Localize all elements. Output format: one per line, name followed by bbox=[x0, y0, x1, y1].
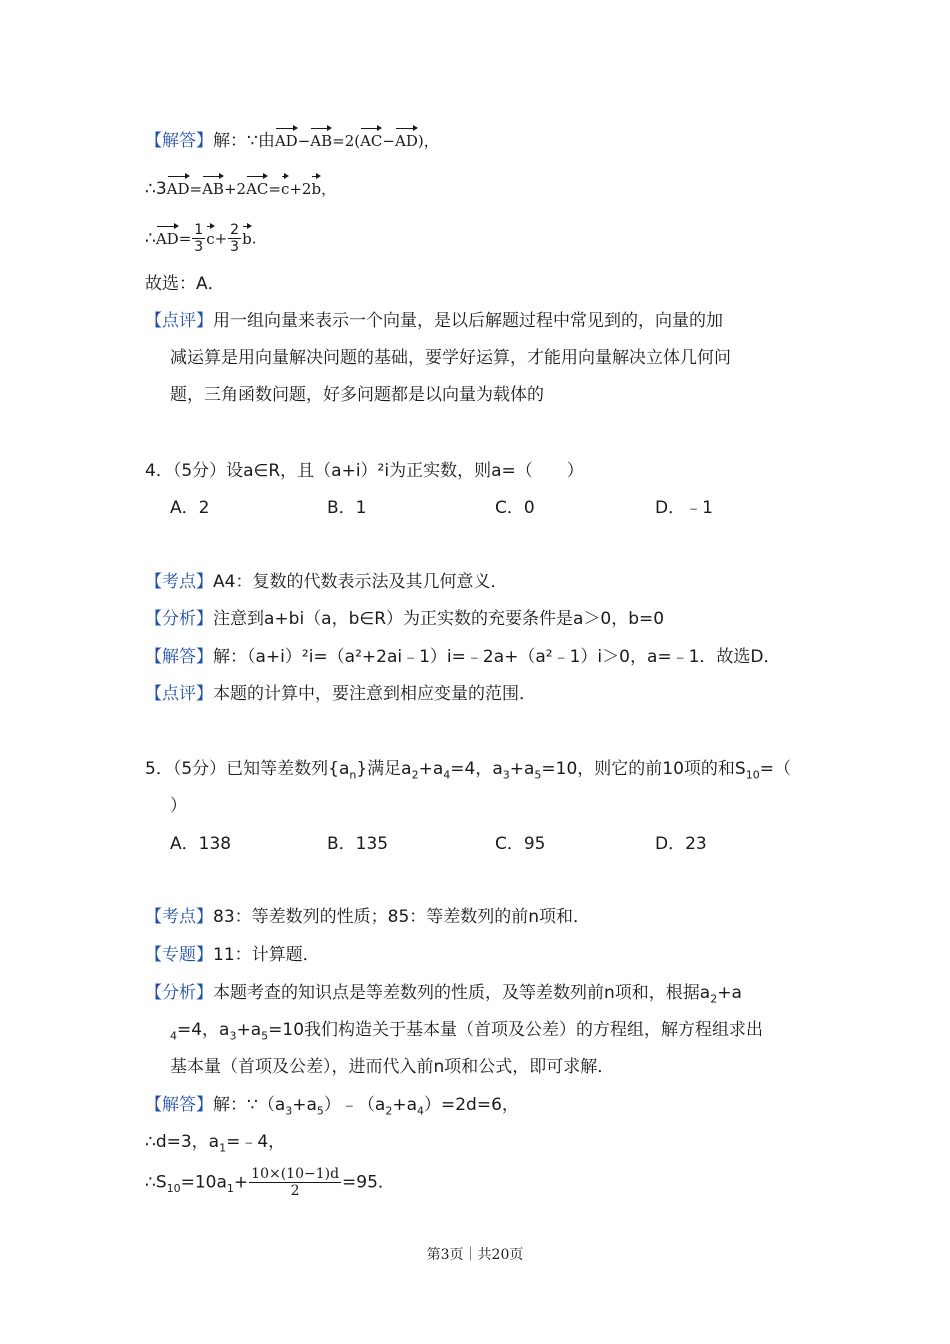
q5-option-b: B．135 bbox=[327, 834, 389, 854]
q4-stem: 4．（5分）设a∈R，且（a+i）²i为正实数，则a=（ ） bbox=[145, 461, 584, 481]
q3-line-3: ∴AD= $\frac{1}{3}$ c+ $\frac{2}{3}$ b. bbox=[145, 222, 257, 255]
fenxi-tag: 【分析】 bbox=[145, 609, 213, 629]
kaodian-tag: 【考点】 bbox=[145, 907, 213, 927]
page-footer: 第3页｜共20页 bbox=[426, 1247, 524, 1263]
vector-ad: AD bbox=[394, 132, 418, 150]
q3-comment-line-1: 【点评】用一组向量来表示一个向量，是以后解题过程中常见到的，向量的加 bbox=[145, 311, 723, 331]
q5-option-c: C．95 bbox=[495, 834, 546, 854]
q4-option-d: D．﹣1 bbox=[655, 498, 713, 518]
jieda-tag: 【解答】 bbox=[145, 1095, 213, 1115]
dianping-tag: 【点评】 bbox=[145, 684, 213, 704]
vector-c: c bbox=[206, 229, 215, 248]
q3-comment-line-2: 减运算是用向量解决问题的基础，要学好运算，才能用向量解决立体几何问 bbox=[170, 348, 731, 368]
vector-ad: AD bbox=[274, 132, 298, 150]
vector-ad: AD bbox=[166, 180, 190, 198]
q4-kaodian: 【考点】A4：复数的代数表示法及其几何意义． bbox=[145, 572, 508, 592]
fraction-sum-formula: $\frac{10\times(10-1)d}{2}$ bbox=[251, 1166, 340, 1199]
q5-kaodian: 【考点】83：等差数列的性质；85：等差数列的前n项和． bbox=[145, 907, 591, 927]
q3-choose: 故选：A． bbox=[145, 274, 225, 294]
vector-ac: AC bbox=[360, 132, 383, 150]
fenxi-tag: 【分析】 bbox=[145, 983, 213, 1003]
q3-line-2: ∴3AD=AB+2AC=c+2b， bbox=[145, 179, 337, 199]
q5-jieda: 【解答】解：$\because(a_3+a_5)﹣(a_2+a_4)=2d=6$， bbox=[145, 1095, 519, 1118]
q4-option-a: A．2 bbox=[170, 498, 210, 518]
kaodian-tag: 【考点】 bbox=[145, 572, 213, 592]
jieda-tag: 【解答】 bbox=[145, 647, 213, 667]
q5-line-2: ∴d=3，$a_1=﹣4$， bbox=[145, 1132, 286, 1155]
answer-tag: 【解答】 bbox=[145, 131, 213, 151]
vector-ad: AD bbox=[155, 229, 179, 248]
q4-option-b: B．1 bbox=[327, 498, 367, 518]
q5-stem-end: ） bbox=[170, 796, 187, 816]
q5-zhuanti: 【专题】11：计算题． bbox=[145, 945, 320, 965]
q3-answer-line: 【解答】解：∵由AD−AB=2(AC−AD)， bbox=[145, 131, 439, 151]
fraction-one-third: $\frac{1}{3}$ bbox=[194, 222, 204, 255]
vector-c: c bbox=[280, 180, 290, 198]
vector-ac: AC bbox=[246, 180, 269, 198]
q4-fenxi: 【分析】注意到a+bi（a，b∈R）为正实数的充要条件是a＞0，b=0 bbox=[145, 609, 665, 629]
q5-stem: 5．（5分）已知等差数列$\{a_n\}$满足$a_2+a_4=4$，$a_3+a_5=10$，则它的前10项的和$S_{10}=$（ bbox=[145, 759, 791, 782]
zhuanti-tag: 【专题】 bbox=[145, 945, 213, 965]
q4-jieda: 【解答】解：（a+i）²i=（a²+2ai﹣1）i=﹣2a+（a²﹣1）i＞0，a=﹣1．故选D． bbox=[145, 647, 781, 667]
q5-fenxi-line-2: $_4$=4，$a_3+a_5=10$我们构造关于基本量（首项及公差）的方程组，解方程组求出 bbox=[170, 1020, 764, 1043]
vector-b: b bbox=[311, 180, 322, 198]
q4-option-c: C．0 bbox=[495, 498, 535, 518]
q5-option-a: A．138 bbox=[170, 834, 232, 854]
q5-option-d: D．23 bbox=[655, 834, 707, 854]
vector-ab: AB bbox=[310, 132, 333, 150]
comment-tag: 【点评】 bbox=[145, 311, 213, 331]
fraction-two-thirds: $\frac{2}{3}$ bbox=[230, 222, 240, 255]
q5-fenxi-line-1: 【分析】本题考查的知识点是等差数列的性质，及等差数列前n项和，根据$a_2+a$ bbox=[145, 983, 742, 1006]
q5-line-3: $\therefore S_{10}=10a_1+$ $\frac{10\times(10-1)d}{2}$ =95． bbox=[145, 1166, 395, 1199]
vector-ab: AB bbox=[202, 180, 224, 198]
q5-fenxi-line-3: 基本量（首项及公差），进而代入前n项和公式，即可求解． bbox=[170, 1057, 615, 1077]
q3-comment-line-3: 题，三角函数问题，好多问题都是以向量为载体的 bbox=[170, 385, 544, 405]
q4-dianping: 【点评】本题的计算中，要注意到相应变量的范围． bbox=[145, 684, 536, 704]
vector-b: b bbox=[242, 229, 252, 248]
